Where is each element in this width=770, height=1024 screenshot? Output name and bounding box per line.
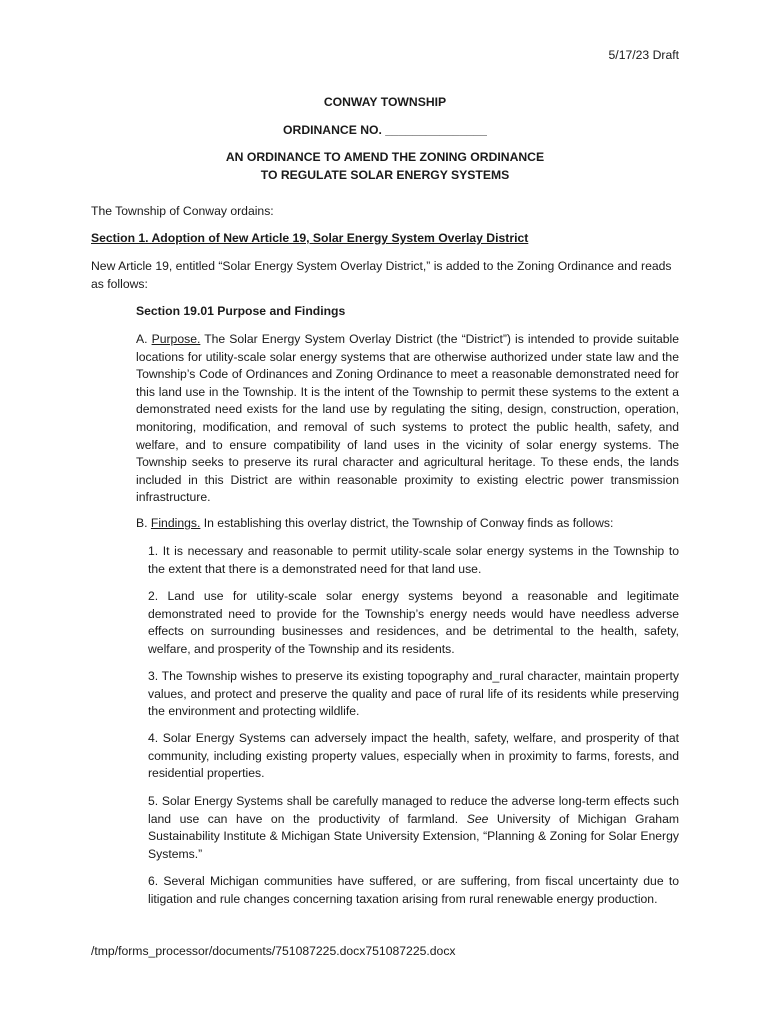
findings-prefix: B. — [136, 516, 151, 530]
ordinance-number: ORDINANCE NO. _______________ — [283, 123, 487, 137]
ordinance-title-line1: AN ORDINANCE TO AMEND THE ZONING ORDINANCE — [225, 150, 545, 164]
finding-5-text: 5. Solar Energy Systems shall be carefully managed to reduce the adverse long-term effects such land use can have on the productivity of farmland. — [148, 794, 679, 826]
findings-text: In establishing this overlay district, the Township of Conway finds as follows: — [200, 516, 614, 530]
section-1-heading: Section 1. Adoption of New Article 19, Solar Energy System Overlay District — [91, 231, 529, 245]
intro-text: The Township of Conway ordains: — [91, 204, 274, 218]
section-1-body: New Article 19, entitled “Solar Energy System Overlay District,” is added to the Zoning Ordinance and reads as follows: — [91, 259, 672, 291]
footer-file-path: /tmp/forms_processor/documents/751087225.docx751087225.docx — [91, 944, 456, 958]
finding-2: 2. Land use for utility-scale solar energy systems beyond a reasonable and legitimate demonstrated need to provide for the Township’s energy needs would have needless adverse effects on surrounding businesses and residences, and be detrimental to the health, safety, welfare, and prosperity of the Township and its residents. — [148, 589, 679, 656]
finding-5 — [148, 793, 679, 863]
finding-1: 1. It is necessary and reasonable to permit utility-scale solar energy systems in the Township to the extent that there is a demonstrated need for that land use. — [148, 544, 679, 576]
section-1901-heading: Section 19.01 Purpose and Findings — [136, 304, 346, 318]
finding-5-citation: University of Michigan Graham Sustainability Institute & Michigan State University Extension, “Planning & Zoning for Solar Energy Systems.” — [148, 811, 679, 861]
purpose-prefix: A. — [136, 332, 152, 346]
purpose-label: Purpose. — [151, 332, 201, 346]
purpose-text: The Solar Energy System Overlay District (the “District”) is intended to provide suitable locations for utility-scale solar energy systems that are otherwise authorized under state law and the Township’s Code of Ordinances and Zoning Ordinance to meet a reasonable demonstrated need for this land use in the Township. It is the intent of the Township to permit these systems to the extent a demonstrated need exists for the land use by regulating the siting, design, construction, operation, monitoring, modification, and removal of such systems to protect the public health, safety, and welfare, and to ensure compatibility of land uses in the vicinity of solar energy systems. The Township seeks to preserve its rural character and agricultural heritage. To these ends, the lands included in this District are within reasonable proximity to existing electric power transmission infrastructure. — [136, 332, 679, 505]
finding-5-see: See — [466, 811, 489, 826]
ordinance-title-line2: TO REGULATE SOLAR ENERGY SYSTEMS — [260, 168, 510, 182]
findings-intro — [136, 515, 679, 533]
finding-6: 6. Several Michigan communities have suffered, or are suffering, from fiscal uncertainty due to litigation and rule changes concerning taxation arising from rural renewable energy production. — [148, 874, 679, 906]
finding-3: 3. The Township wishes to preserve its existing topography and_rural character, maintain property values, and protect and preserve the quality and pace of rural life of its residents while preserving the environment and protecting wildlife. — [148, 669, 679, 719]
purpose-paragraph — [136, 331, 679, 507]
township-title: CONWAY TOWNSHIP — [323, 95, 447, 109]
finding-4: 4. Solar Energy Systems can adversely impact the health, safety, welfare, and prosperity of that community, including existing property values, especially when in proximity to farms, forests, and residential properties. — [148, 731, 679, 781]
draft-date: 5/17/23 Draft — [608, 48, 679, 62]
findings-label: Findings. — [150, 516, 201, 530]
